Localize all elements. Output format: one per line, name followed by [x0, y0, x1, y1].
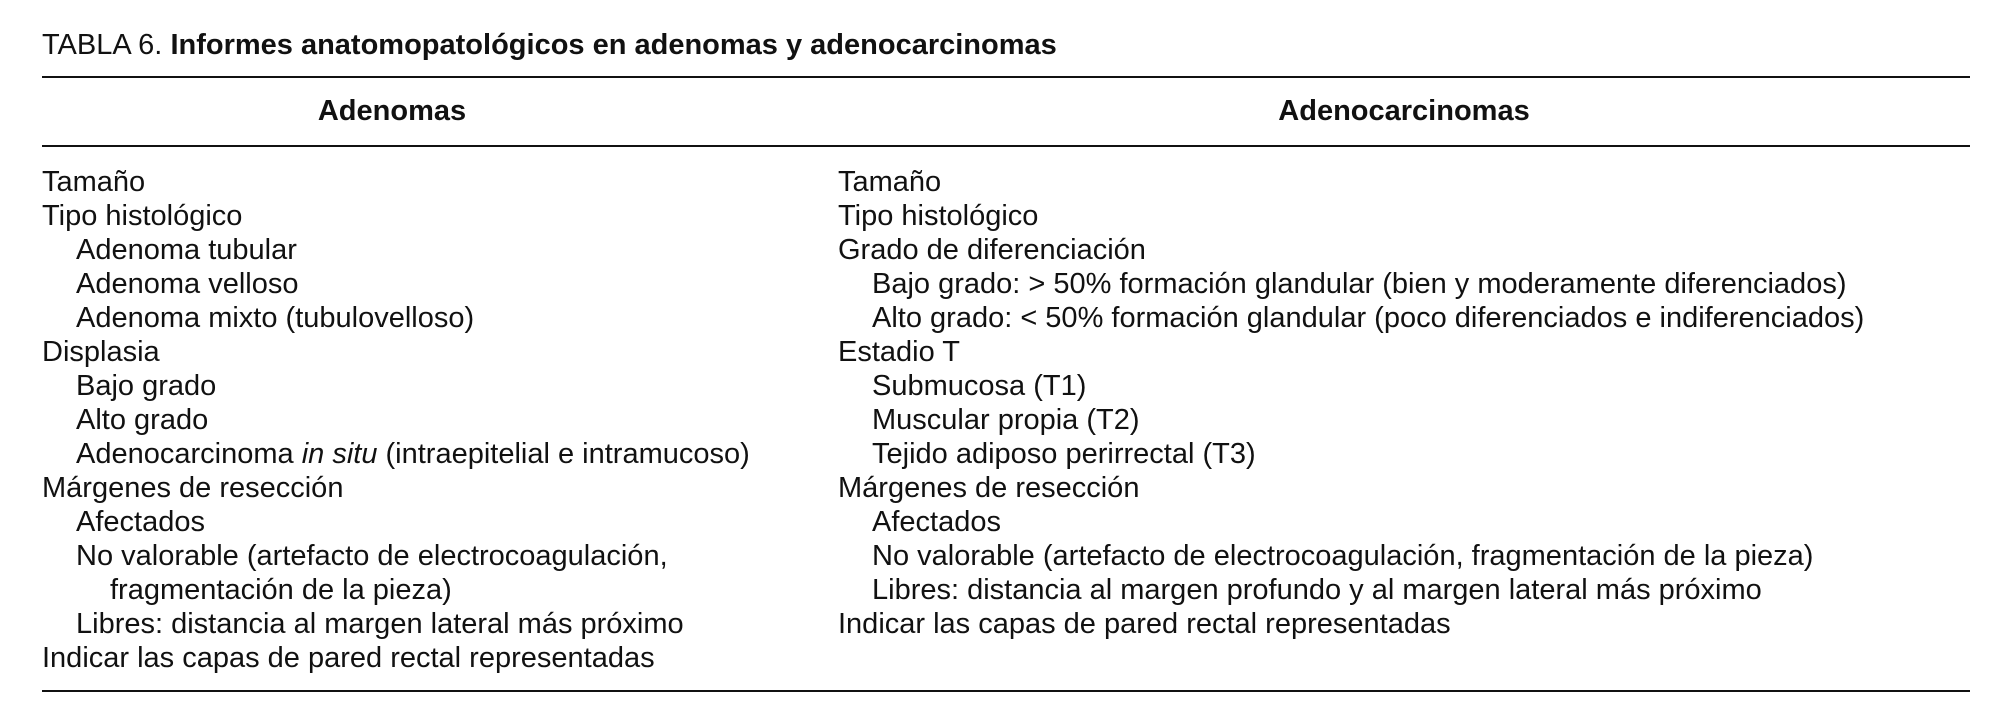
- table-row: Tejido adiposo perirrectal (T3): [872, 438, 1256, 470]
- row-text-italic: in situ: [301, 438, 378, 470]
- table-row: Tipo histológico: [42, 200, 243, 232]
- table-caption: [42, 28, 1057, 62]
- adenomas-column: [42, 165, 822, 675]
- table-row: Afectados: [76, 506, 205, 538]
- table-row: Adenoma velloso: [76, 268, 299, 300]
- column-header-adenocarcinomas: Adenocarcinomas: [1278, 95, 1530, 127]
- bottom-rule: [42, 690, 1970, 692]
- table-row: Márgenes de resección: [838, 472, 1140, 504]
- table-row: Indicar las capas de pared rectal representadas: [838, 608, 1451, 640]
- table-row: Displasia: [42, 336, 160, 368]
- table-row: Bajo grado: [76, 370, 217, 402]
- table-row: Alto grado: < 50% formación glandular (poco diferenciados e indiferenciados): [872, 302, 1865, 334]
- table-row: Libres: distancia al margen profundo y al margen lateral más próximo: [872, 574, 1762, 606]
- table-row: Adenoma tubular: [76, 234, 297, 266]
- table-row: Grado de diferenciación: [838, 234, 1146, 266]
- table-row: Bajo grado: > 50% formación glandular (bien y moderamente diferenciados): [872, 268, 1847, 300]
- table-row: Muscular propia (T2): [872, 404, 1140, 436]
- table-row: Tamaño: [42, 166, 146, 198]
- table-row: Adenoma mixto (tubulovelloso): [76, 302, 475, 334]
- header-rule: [42, 145, 1970, 147]
- table-row: Alto grado: [76, 404, 209, 436]
- table-label: TABLA 6.: [42, 29, 163, 61]
- table-row: Indicar las capas de pared rectal representadas: [42, 642, 655, 674]
- table-row: Tamaño: [838, 166, 942, 198]
- table-row: [42, 437, 822, 471]
- table-row: Tipo histológico: [838, 200, 1039, 232]
- table-row: No valorable (artefacto de electrocoagulación,: [76, 540, 668, 572]
- table-row: Márgenes de resección: [42, 472, 344, 504]
- table-row: fragmentación de la pieza): [110, 574, 452, 606]
- table-row: Libres: distancia al margen lateral más próximo: [76, 608, 684, 640]
- table-row: No valorable (artefacto de electrocoagulación, fragmentación de la pieza): [872, 540, 1814, 572]
- row-text: Adenocarcinoma: [76, 438, 302, 470]
- adenocarcinomas-column: [838, 165, 1970, 641]
- table-row: Afectados: [872, 506, 1001, 538]
- row-text: (intraepitelial e intramucoso): [377, 438, 750, 470]
- table-row: Estadio T: [838, 336, 960, 368]
- table-title: Informes anatomopatológicos en adenomas y adenocarcinomas: [170, 29, 1057, 61]
- column-header-adenomas: Adenomas: [317, 95, 467, 127]
- table-row: Submucosa (T1): [872, 370, 1087, 402]
- top-rule: [42, 76, 1970, 78]
